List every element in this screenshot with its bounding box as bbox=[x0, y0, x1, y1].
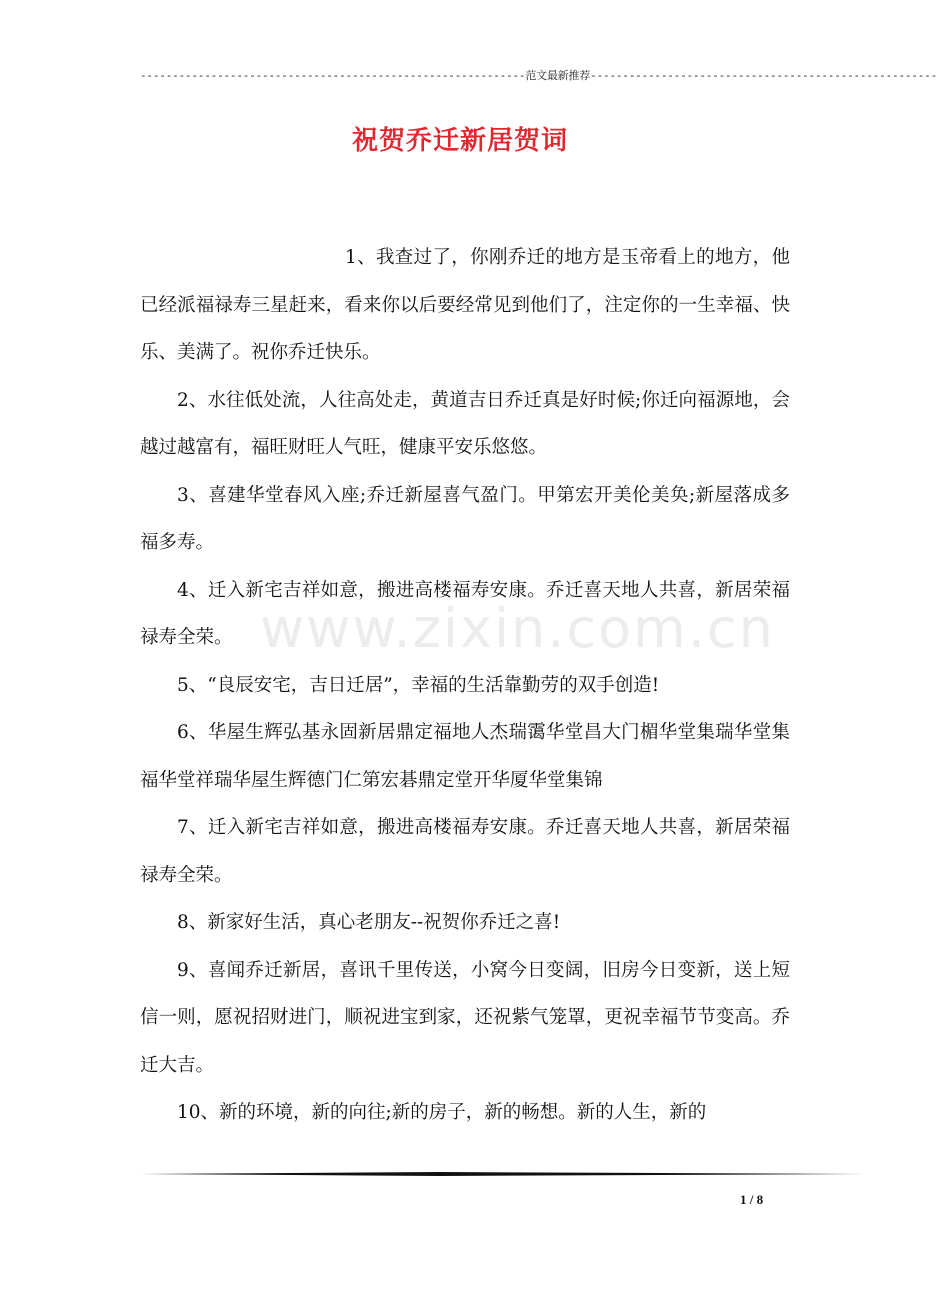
paragraph-4: 4、迁入新宅吉祥如意，搬进高楼福寿安康。乔迁喜天地人共喜，新居荣福禄寿全荣。 bbox=[140, 579, 790, 648]
paragraph-9: 9、喜闻乔迁新居，喜讯千里传送，小窝今日变阔，旧房今日变新，送上短信一则，愿祝招财进门，顺祝进宝到家，还祝紫气笼罩，更祝幸福节节变高。乔迁大吉。 bbox=[140, 959, 790, 1076]
header-divider bbox=[140, 68, 937, 84]
paragraph-7: 7、迁入新宅吉祥如意，搬进高楼福寿安康。乔迁喜天地人共喜，新居荣福禄寿全荣。 bbox=[140, 817, 790, 886]
paragraph-3: 3、喜建华堂春风入座;乔迁新屋喜气盈门。甲第宏开美伦美奂;新屋落成多福多寿。 bbox=[140, 484, 790, 553]
page-number: 1 / 8 bbox=[740, 1192, 764, 1207]
header-dashes-left: ------------------------------------------------------------ bbox=[140, 69, 526, 82]
footer-divider bbox=[140, 1172, 864, 1176]
document-title: 祝贺乔迁新居贺词 bbox=[351, 126, 568, 156]
header-label: 范文最新推荐 bbox=[525, 69, 591, 82]
paragraph-10: 10、新的环境，新的向往;新的房子，新的畅想。新的人生，新的 bbox=[177, 1102, 707, 1123]
paragraph-5: 5、“良辰安宅，吉日迁居”，幸福的生活靠勤劳的双手创造! bbox=[177, 674, 660, 696]
paragraph-2: 2、水往低处流，人往高处走，黄道吉日乔迁真是好时候;你迁向福源地，会越过越富有，福旺财旺人气旺，健康平安乐悠悠。 bbox=[140, 389, 790, 458]
document-body bbox=[140, 234, 790, 1137]
watermark: www.zixin.com.cn bbox=[260, 597, 775, 660]
paragraph-6: 6、华屋生辉弘基永固新居鼎定福地人杰瑞霭华堂昌大门楣华堂集瑞华堂集福华堂祥瑞华屋生辉德门仁第宏碁鼎定堂开华厦华堂集锦 bbox=[140, 722, 790, 791]
header-dashes-right: ------------------------------------------------------ bbox=[590, 69, 937, 82]
paragraph-8: 8、新家好生活，真心老朋友--祝贺你乔迁之喜! bbox=[177, 912, 561, 933]
paragraph-1: 1、我查过了，你刚乔迁的地方是玉帝看上的地方，他已经派福禄寿三星赶来，看来你以后要经常见到他们了，注定你的一生幸福、快乐、美满了。祝你乔迁快乐。 bbox=[140, 247, 790, 363]
